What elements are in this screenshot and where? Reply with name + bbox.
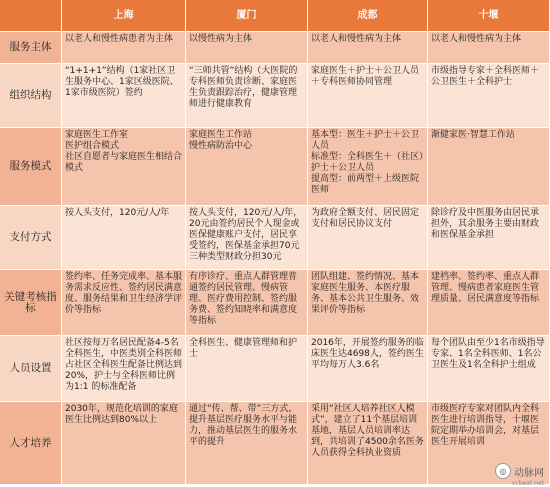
table-cell: “三师共管”结构（大医院的专科医师负责诊断、家庭医生负责跟踪治疗，健康管理师进行健康教育 bbox=[186, 64, 308, 128]
row-label: 服务主体 bbox=[0, 32, 62, 64]
row-label: 组织结构 bbox=[0, 64, 62, 128]
table-cell: 2030年，规范化培训的家庭医生比例达到80%以上 bbox=[62, 402, 186, 485]
table-cell: 采用“社区人培养社区人模式”，建立了11个基层培训基地，基层人员培训率达到，共培训了4500余名医务人员获得全科执业资质 bbox=[308, 402, 428, 485]
table-cell: 按人头支付，120元/人/年 bbox=[62, 206, 186, 270]
brand-logo-icon: ◎ bbox=[495, 463, 511, 479]
watermark-brand: 动脉网 bbox=[514, 467, 544, 479]
table-cell: 家庭医生工作站 慢性病防治中心 bbox=[186, 128, 308, 206]
table-cell: 通过“传、帮、带”三方式，提升基层医疗服务水平与能力，推动基层医生的服务水平的提升 bbox=[186, 402, 308, 485]
table-row bbox=[0, 32, 550, 64]
watermark-url: vcbeat.net bbox=[511, 480, 544, 487]
table-cell: 社区按每万名居民配备4-5名全科医生，中医类别全科医师占社区全科医生配备比例达到20%，护士与全科医师比例为1:1 的标准配备 bbox=[62, 336, 186, 402]
header-corner bbox=[0, 0, 62, 32]
table-row bbox=[0, 402, 550, 485]
table-cell: 市级医疗专家对团队内全科医生进行培训指导，十堰医院定期举办培训会，对基层医生开展培训 bbox=[428, 402, 550, 485]
table-cell: 全科医生、健康管理师和护士 bbox=[186, 336, 308, 402]
row-label: 关键考核指标 bbox=[0, 270, 62, 336]
table-row bbox=[0, 128, 550, 206]
row-label: 人员设置 bbox=[0, 336, 62, 402]
table-cell: 建档率、签约率、重点人群管理、慢病患者家庭医生管理质量、居民满意度等指标 bbox=[428, 270, 550, 336]
header-shanghai: 上海 bbox=[62, 0, 186, 32]
header-chengdu: 成都 bbox=[308, 0, 428, 32]
table-cell: 市级指导专家＋全科医师＋公卫医生＋全科护士 bbox=[428, 64, 550, 128]
row-label: 服务模式 bbox=[0, 128, 62, 206]
header-shiyan: 十堰 bbox=[428, 0, 550, 32]
table-cell: 除诊疗及中医服务由居民承担外，其余服务主要由财政和医保基金承担 bbox=[428, 206, 550, 270]
row-label: 人才培养 bbox=[0, 402, 62, 485]
table-cell: 为政府全额支付、居民固定支付和居民协议支付 bbox=[308, 206, 428, 270]
header-xiamen: 厦门 bbox=[186, 0, 308, 32]
watermark bbox=[495, 463, 544, 479]
table-cell: 按人头支付，120元/人/年，20元由签约居民个人现金或医保健康账户支付，居民享受签约，医保基金承担70元三种类型财政分担30元 bbox=[186, 206, 308, 270]
table-cell: 团队组建、签约情况、基本家庭医生服务、本医疗服务、基本公共卫生服务、效果评价等指标 bbox=[308, 270, 428, 336]
table-row bbox=[0, 336, 550, 402]
row-label: 支付方式 bbox=[0, 206, 62, 270]
table-cell: 基本型：医生＋护士＋公卫人员 标准型：全科医生＋（社区）护士＋公卫人员 提高型：前两型＋上级医院医师 bbox=[308, 128, 428, 206]
table-cell: 2016年，开展签约服务的临床医生达4698人，签约医生平均每万人3.6名 bbox=[308, 336, 428, 402]
table-cell: 以慢性病为主体 bbox=[186, 32, 308, 64]
table-cell: 以老人和慢性病为主体 bbox=[308, 32, 428, 64]
table-row bbox=[0, 270, 550, 336]
table-cell: 渐健家医·智慧工作站 bbox=[428, 128, 550, 206]
table-row bbox=[0, 206, 550, 270]
table-cell: 以老人和慢性病患者为主体 bbox=[62, 32, 186, 64]
table-cell: 有序诊疗、重点人群管理普通签约居民管理、慢病管理、医疗费用控制、签约服务费、签约知晓率和满意度等指标 bbox=[186, 270, 308, 336]
table-cell: 签约率、任务完成率、基本服务需求反应性、签约居民满意度、服务结果和卫生经济学评价等指标 bbox=[62, 270, 186, 336]
header-row bbox=[0, 0, 550, 32]
table-cell: 每个团队由至少1名市级指导专家、1名全科医师、1名公卫医生及1名全科护士组成 bbox=[428, 336, 550, 402]
table-cell: “1+1+1”结构（1家社区卫生服务中心、1家区级医院、1家市级医院）签约 bbox=[62, 64, 186, 128]
table-row bbox=[0, 64, 550, 128]
table-cell: 家庭医生＋护士＋公卫人员＋专科医师协同管理 bbox=[308, 64, 428, 128]
table-cell: 以老人和慢性病为主体 bbox=[428, 32, 550, 64]
table-cell: 家庭医生工作室 医护组合模式 社区自愿者与家庭医生相结合模式 bbox=[62, 128, 186, 206]
